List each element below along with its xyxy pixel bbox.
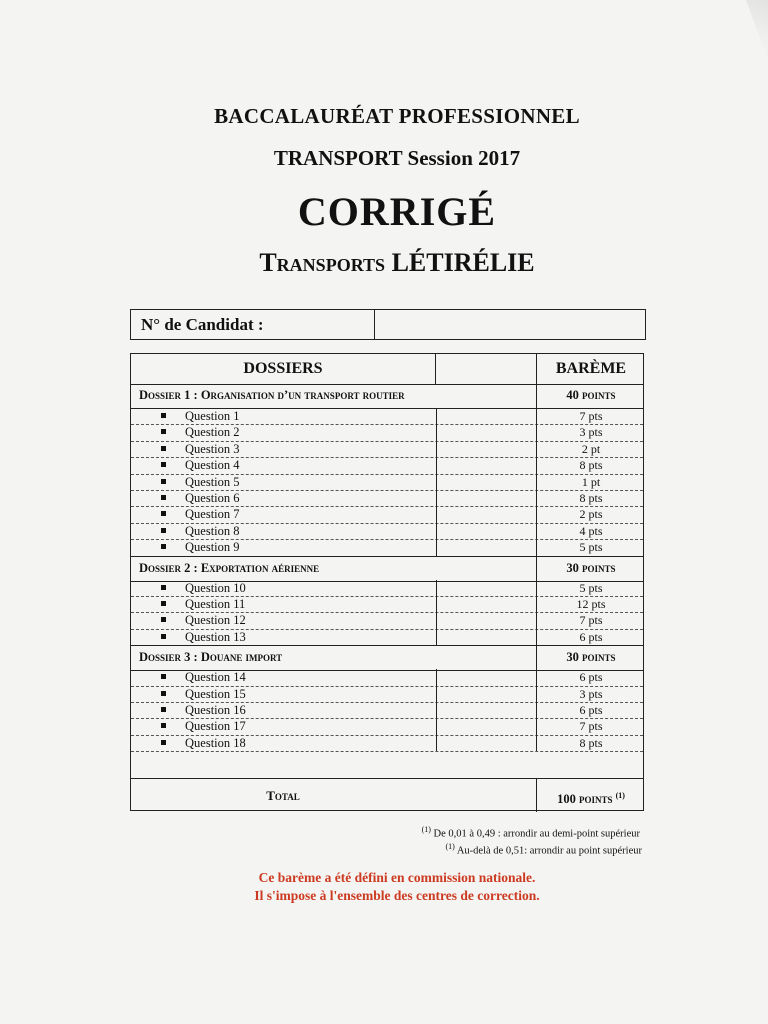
question-row <box>131 539 643 556</box>
column-divider <box>436 408 437 556</box>
question-points: 1 pt <box>581 474 601 489</box>
question-points: 6 pts <box>579 629 603 644</box>
question-points: 8 pts <box>579 458 603 473</box>
question-label: Question 4 <box>185 458 240 473</box>
question-points: 7 pts <box>579 719 603 734</box>
section-title: Dossier 1 : Organisation d’un transport routier <box>139 388 405 402</box>
question-label: Question 18 <box>185 735 246 750</box>
commission-note-2: Il s'impose à l'ensemble des centres de correction. <box>254 888 540 903</box>
bullet-icon <box>161 462 166 467</box>
question-row <box>131 457 643 474</box>
question-points: 8 pts <box>579 735 603 750</box>
bullet-icon <box>161 429 166 434</box>
question-points: 12 pts <box>576 597 606 611</box>
section-row <box>131 556 643 582</box>
question-label: Question 11 <box>185 597 246 611</box>
bullet-icon <box>161 495 166 500</box>
question-points: 5 pts <box>579 580 603 595</box>
section-row <box>131 384 643 409</box>
total-row <box>131 778 643 813</box>
col-dossiers: DOSSIERS <box>131 354 436 384</box>
bullet-icon <box>161 544 166 549</box>
question-row <box>131 580 643 597</box>
bullet-icon <box>161 511 166 516</box>
question-label: Question 6 <box>185 491 240 505</box>
question-points: 6 pts <box>579 703 603 717</box>
commission-note-1: Ce barème a été défini en commission nationale. <box>258 870 536 885</box>
question-row <box>131 408 643 425</box>
bullet-icon <box>161 674 166 679</box>
question-row <box>131 424 643 441</box>
bullet-icon <box>161 585 166 590</box>
bullet-icon <box>161 634 166 639</box>
question-label: Question 16 <box>185 703 246 717</box>
rounding-note-1: $^{(1)}$ De 0,01 à 0,49 : arrondir au demi-point supérieur <box>421 825 640 840</box>
question-label: Question 15 <box>185 686 246 701</box>
section-points: 40 points <box>566 388 616 402</box>
table-header <box>131 354 643 385</box>
candidate-box <box>130 309 646 340</box>
question-row <box>131 669 643 686</box>
candidate-label: N° de Candidat : <box>131 310 375 339</box>
question-label: Question 8 <box>185 523 240 538</box>
question-points: 7 pts <box>579 409 603 423</box>
case-title: Transports LÉTIRÉLIE <box>259 248 535 277</box>
candidate-number-field[interactable] <box>375 310 645 339</box>
section-title: Dossier 3 : Douane import <box>139 650 283 665</box>
bullet-icon <box>161 413 166 418</box>
question-row <box>131 686 643 703</box>
column-divider <box>436 580 437 646</box>
question-row <box>131 490 643 507</box>
question-row <box>131 441 643 458</box>
page-corner <box>746 0 768 60</box>
bullet-icon <box>161 691 166 696</box>
question-label: Question 9 <box>185 540 240 555</box>
question-label: Question 17 <box>185 719 246 734</box>
question-row <box>131 735 643 752</box>
question-row <box>131 629 643 646</box>
bullet-icon <box>161 528 166 533</box>
bullet-icon <box>161 723 166 728</box>
bullet-icon <box>161 446 166 451</box>
exam-subtitle: TRANSPORT Session 2017 <box>273 146 521 170</box>
bullet-icon <box>161 707 166 712</box>
question-row <box>131 718 643 735</box>
question-row <box>131 612 643 629</box>
question-label: Question 10 <box>185 580 246 595</box>
question-points: 3 pts <box>579 686 603 701</box>
section-row <box>131 645 643 671</box>
question-points: 2 pts <box>579 507 603 522</box>
question-points: 4 pts <box>579 523 603 538</box>
column-divider <box>536 645 537 669</box>
total-label: Total <box>266 788 300 803</box>
question-row <box>131 474 643 491</box>
section-points: 30 points <box>566 560 616 575</box>
question-label: Question 12 <box>185 613 246 628</box>
column-divider <box>536 354 537 384</box>
col-bareme: BARÈME <box>555 360 627 377</box>
question-points: 5 pts <box>579 540 603 555</box>
question-points: 7 pts <box>579 613 603 628</box>
rounding-note-2: $^{(1)}$ Au-delà de 0,51: arrondir au point supérieur <box>445 842 642 857</box>
question-label: Question 5 <box>185 474 240 489</box>
column-divider <box>536 384 537 408</box>
question-label: Question 2 <box>185 425 240 440</box>
question-label: Question 3 <box>185 441 240 456</box>
bullet-icon <box>161 617 166 622</box>
question-points: 3 pts <box>579 425 603 440</box>
column-divider <box>536 669 537 751</box>
corrige-heading: CORRIGÉ <box>297 189 497 234</box>
question-label: Question 1 <box>185 409 240 423</box>
question-row <box>131 506 643 523</box>
question-label: Question 7 <box>185 507 240 522</box>
section-points: 30 points <box>566 650 616 665</box>
question-row <box>131 523 643 540</box>
exam-title: BACCALAURÉAT PROFESSIONNEL <box>214 104 580 128</box>
bullet-icon <box>161 479 166 484</box>
question-label: Question 14 <box>185 670 246 685</box>
column-divider <box>436 669 437 751</box>
question-points: 2 pt <box>581 441 601 456</box>
bullet-icon <box>161 601 166 606</box>
total-points: 100 points $^{(1)}$ <box>557 791 625 807</box>
question-label: Question 13 <box>185 629 246 644</box>
question-row <box>131 596 643 613</box>
question-points: 8 pts <box>579 491 603 505</box>
bareme-table <box>130 353 644 811</box>
column-divider <box>536 556 537 580</box>
column-divider <box>536 580 537 646</box>
column-divider <box>536 778 537 812</box>
column-divider <box>536 408 537 556</box>
question-row <box>131 702 643 719</box>
section-title: Dossier 2 : Exportation aérienne <box>139 560 320 575</box>
question-points: 6 pts <box>579 670 603 685</box>
bullet-icon <box>161 740 166 745</box>
